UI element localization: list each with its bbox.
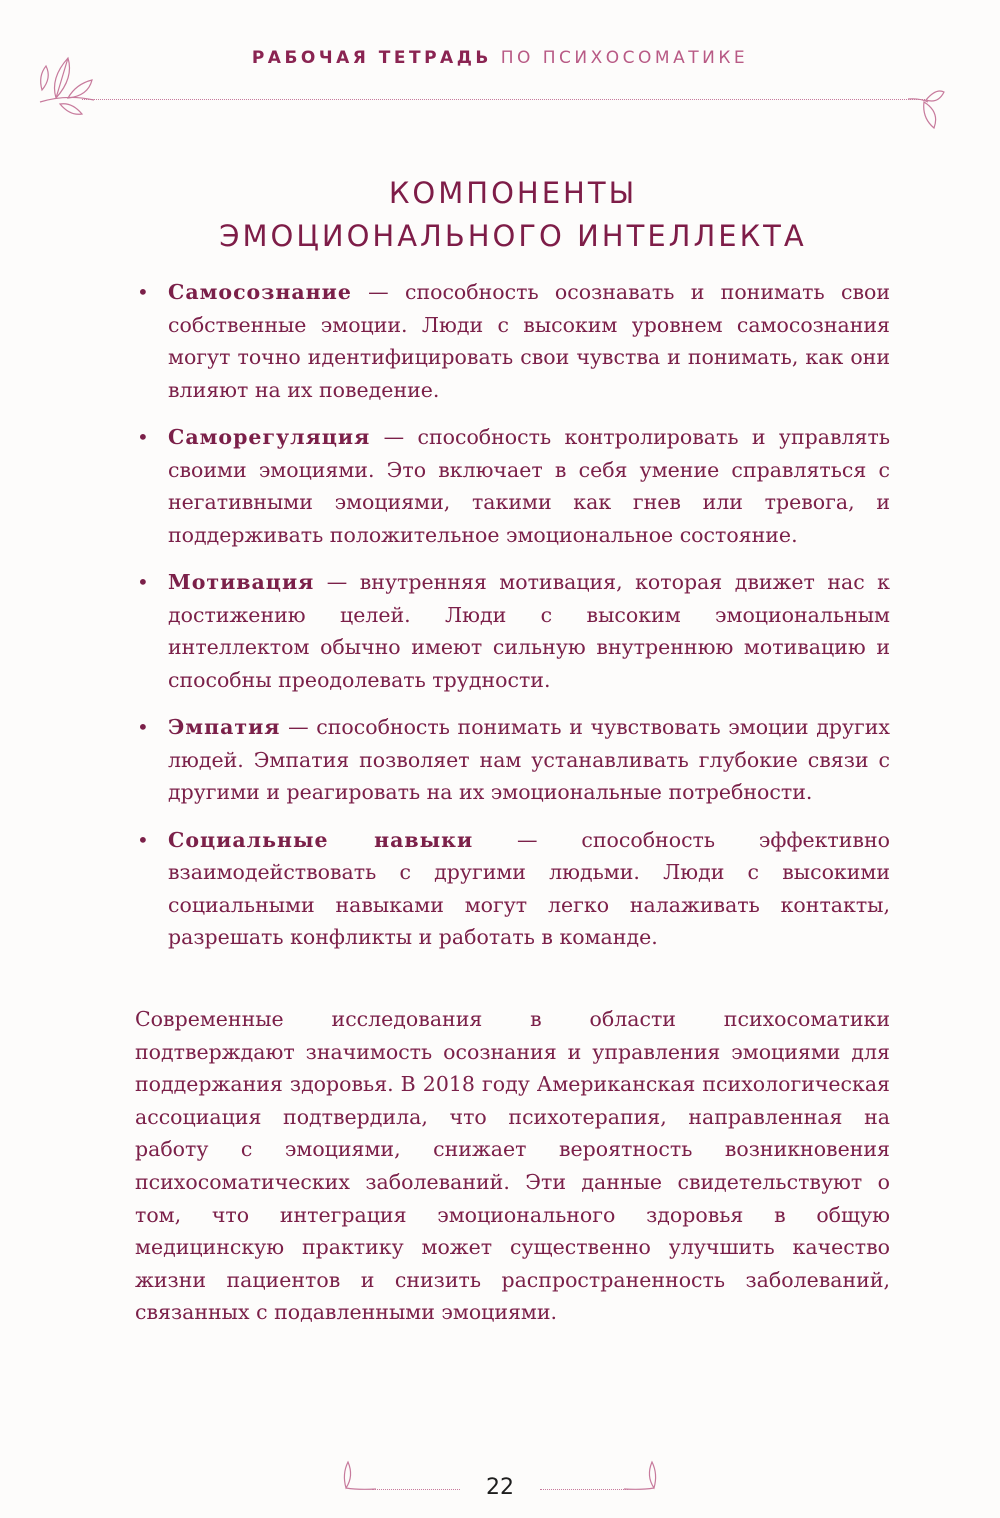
list-item-term: Саморегуляция — [168, 425, 371, 449]
list-item — [135, 566, 890, 696]
running-header-title: РАБОЧАЯ ТЕТРАДЬ — [251, 48, 492, 68]
page-number: 22 — [486, 1475, 514, 1500]
bullet-icon: • — [137, 827, 149, 852]
section-title-line-2: ЭМОЦИОНАЛЬНОГО ИНТЕЛЛЕКТА — [219, 219, 807, 253]
leaf-ornament-icon — [36, 44, 100, 120]
bullet-icon: • — [137, 570, 149, 594]
list-item-term: Эмпатия — [168, 715, 281, 739]
leaf-ornament-icon — [906, 86, 946, 136]
list-item — [135, 824, 890, 954]
bullet-icon: • — [137, 280, 149, 304]
list-item-text: — способность эффективно взаимодействовать с другими людьми. Люди с высокими социальными навыками могут легко налаживать контакты, разрешать конфликты и работать в команде. — [168, 827, 890, 949]
footer-divider-left — [372, 1489, 460, 1490]
list-item-text: — способность понимать и чувствовать эмоции других людей. Эмпатия позволяет нам устанавливать глубокие связи с другими и реагировать на их эмоциональные потребности. — [168, 715, 890, 804]
footer-divider-right — [540, 1489, 628, 1490]
list-item-text: — способность контролировать и управлять своими эмоциями. Это включает в себя умение справляться с негативными эмоциями, такими как гнев или тревога, и поддерживать положительное эмоциональное состояние. — [168, 425, 890, 547]
bullet-icon: • — [137, 715, 149, 739]
bullet-icon: • — [137, 425, 149, 449]
list-item-text: — внутренняя мотивация, которая движет нас к достижению целей. Люди с высоким эмоциональным интеллектом обычно имеют сильную внутреннюю мотивацию и способны преодолевать трудности. — [168, 570, 890, 692]
components-list — [135, 276, 890, 969]
running-header-subtitle: ПО ПСИХОСОМАТИКЕ — [500, 48, 749, 68]
list-item — [135, 276, 890, 406]
running-header — [0, 48, 1000, 68]
list-item-term: Самосознание — [168, 280, 352, 304]
body-paragraph: Современные исследования в области психосоматики подтверждают значимость осознания и управления эмоциями для поддержания здоровья. В 2018 году Американская психологическая ассоциация подтвердила, что психотерапия, направленная на работу с эмоциями, снижает вероятность возникновения психосоматических заболеваний. Эти данные свидетельствуют о том, что интеграция эмоционального здоровья в общую медицинскую практику может существенно улучшить качество жизни пациентов и снизить распространенность заболеваний, связанных с подавленными эмоциями. — [135, 1007, 890, 1325]
list-item-term: Социальные навыки — [168, 827, 474, 852]
section-title-line-1: КОМПОНЕНТЫ — [388, 176, 638, 210]
section-title — [0, 172, 1000, 258]
list-item-term: Мотивация — [168, 570, 315, 594]
leaf-ornament-icon — [622, 1456, 662, 1496]
list-item — [135, 421, 890, 551]
leaf-ornament-icon — [338, 1456, 378, 1496]
header-divider — [82, 99, 927, 100]
list-item — [135, 711, 890, 809]
list-item-text: — способность осознавать и понимать свои собственные эмоции. Люди с высоким уровнем самосознания могут точно идентифицировать свои чувства и понимать, как они влияют на их поведение. — [168, 280, 890, 402]
